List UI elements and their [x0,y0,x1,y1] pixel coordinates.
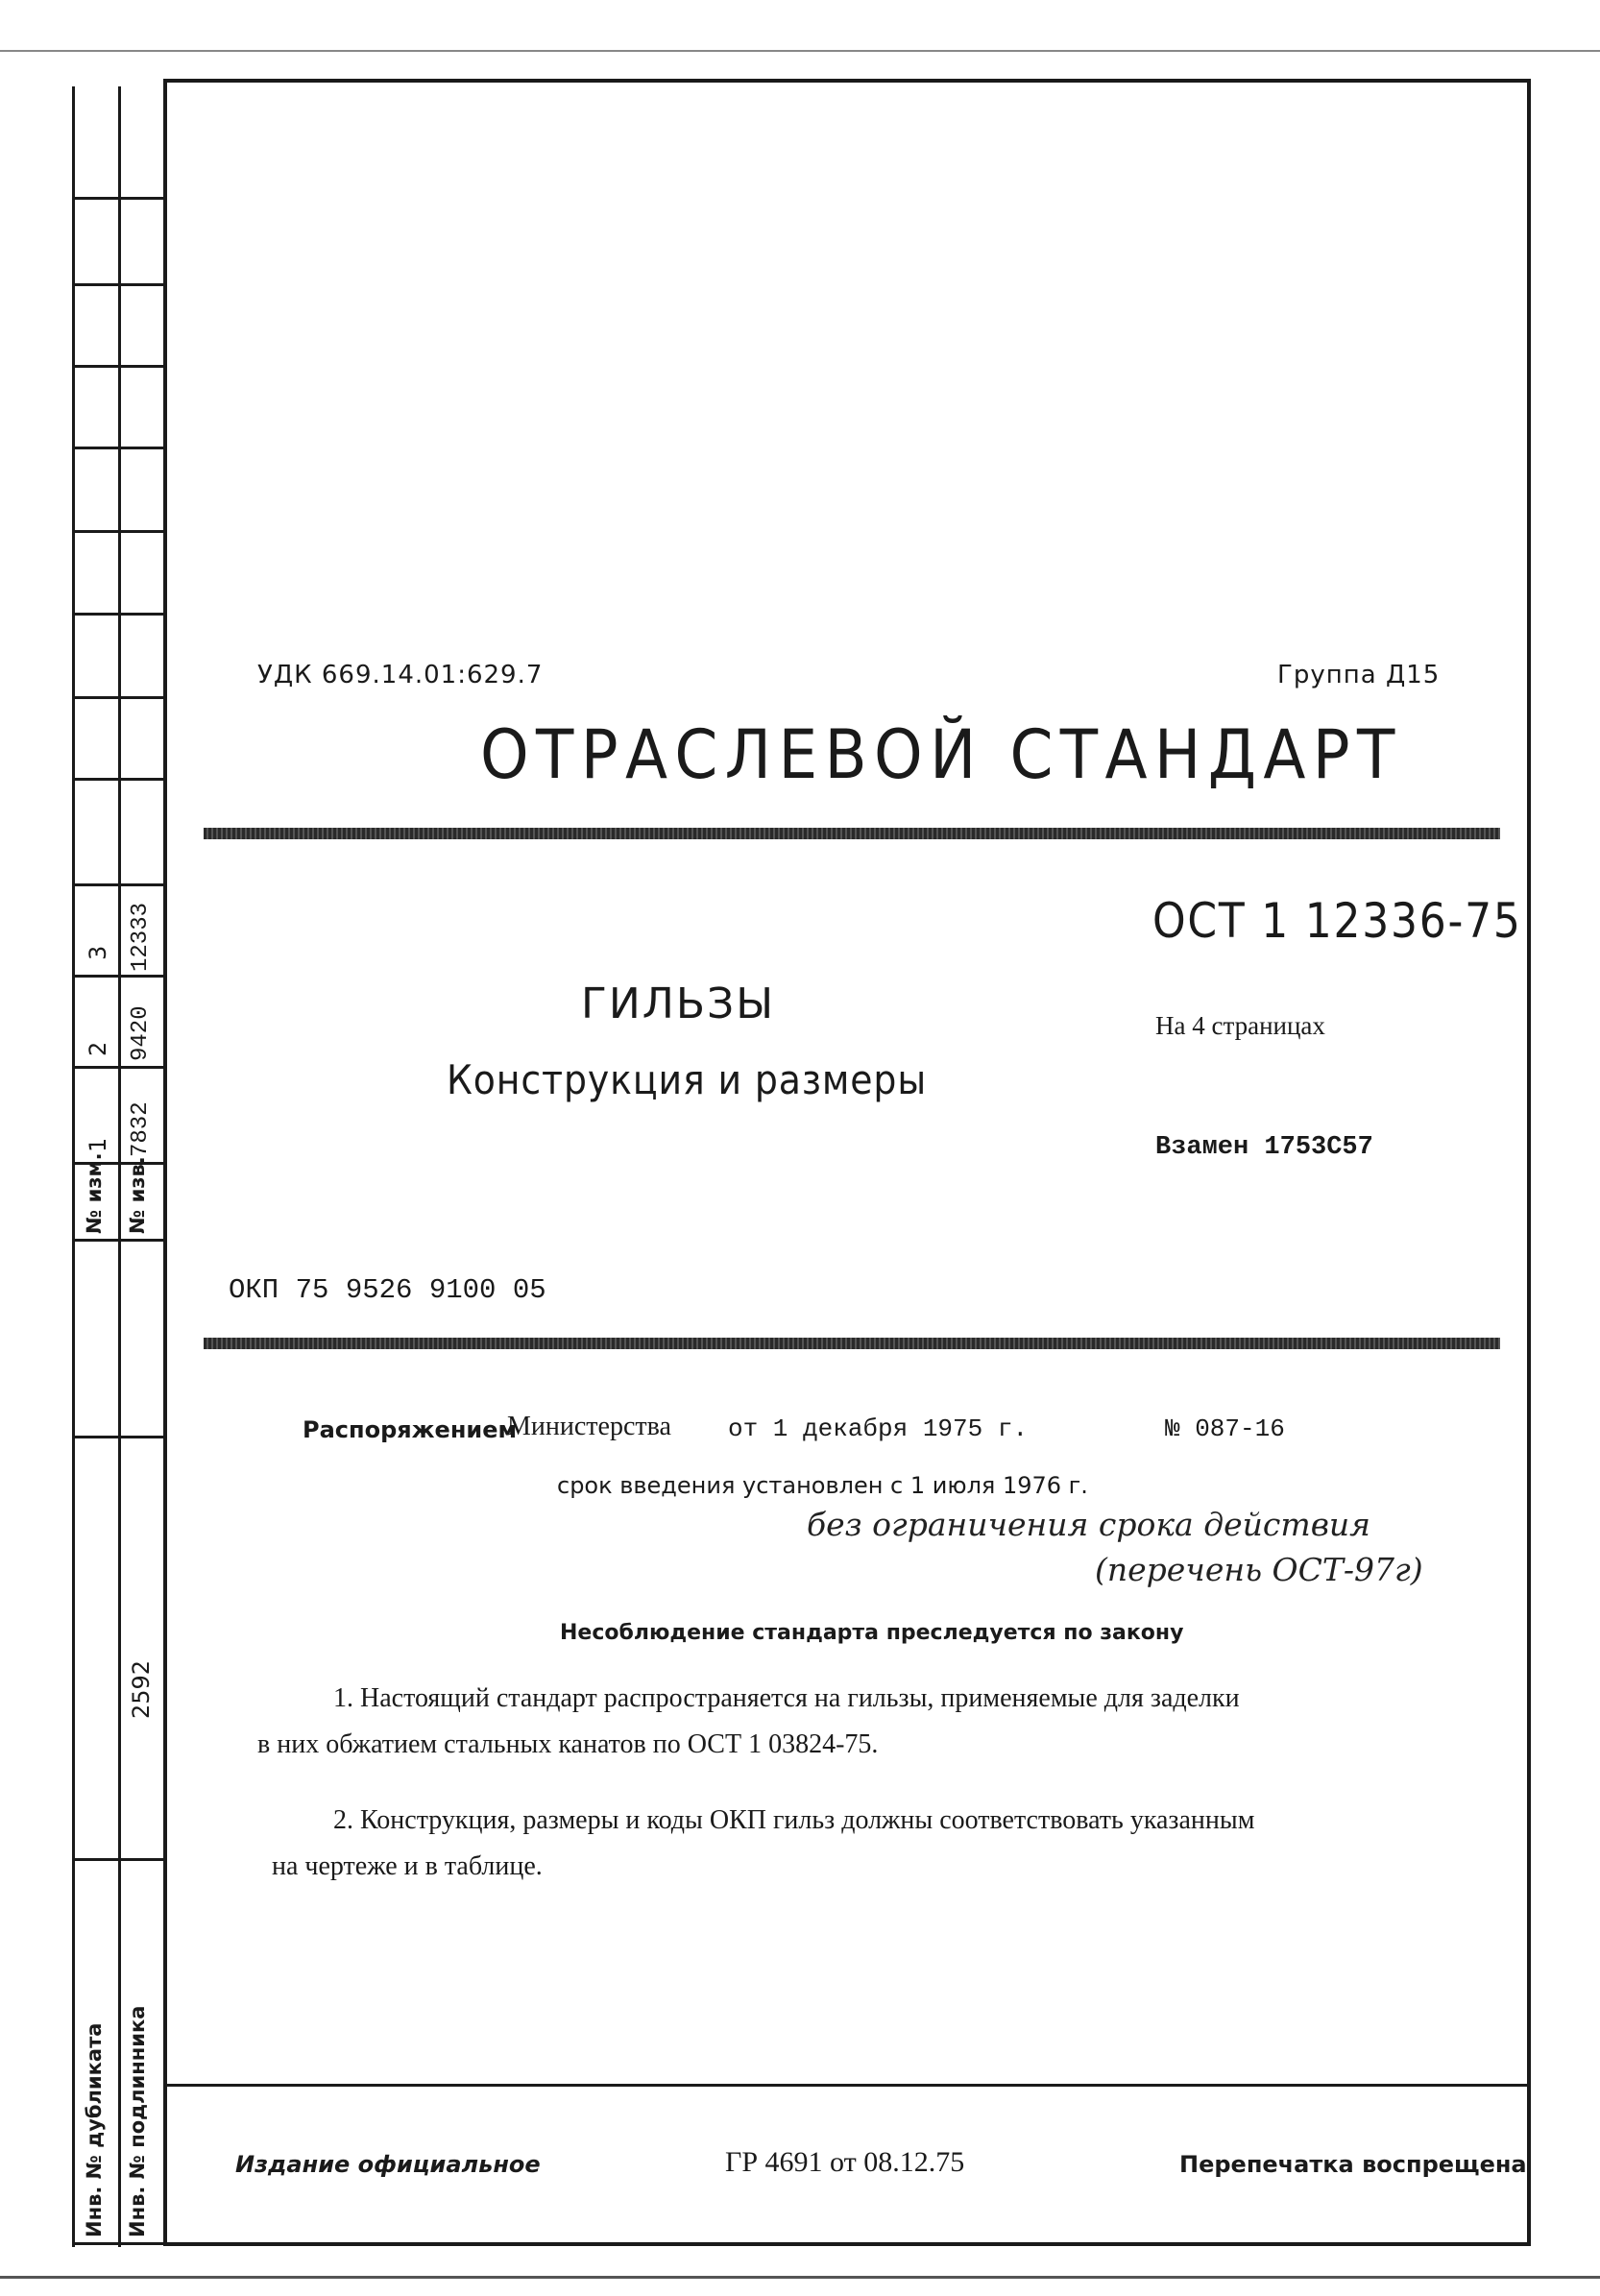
order-number: № 087-16 [1165,1414,1285,1443]
order-ministry: Министерства [507,1412,671,1441]
order-label: Распоряжением [303,1416,518,1443]
footer-rule [163,2084,1531,2087]
bottom-scan-line [0,2276,1600,2279]
paragraph-2-line-2: на чертеже и в таблице. [272,1851,543,1881]
subject-title: ГИЛЬЗЫ [581,979,776,1028]
edition-note: Издание официальное [235,2151,541,2178]
okp-rule [204,1338,1500,1349]
paragraph-1-line-2: в них обжатием стальных канатов по ОСТ 1 03824-75. [257,1729,879,1759]
document-title: ОТРАСЛЕВОЙ СТАНДАРТ [480,715,1402,794]
handwritten-note-1: без ограничения срока действия [807,1506,1371,1543]
okp-code: ОКП 75 9526 9100 05 [229,1274,546,1306]
title-rule [204,828,1500,839]
notice-no-label: № изв. [126,1156,149,1234]
change-number-1: 1 [85,1137,111,1152]
udk-code: УДК 669.14.01:629.7 [257,661,544,689]
document-frame [163,79,1531,2246]
notice-number-1: 7832 [128,1101,154,1157]
original-inv-label: Инв. № подлинника [126,2005,149,2237]
change-number-3: 3 [85,945,111,960]
replaces-note: Взамен 1753С57 [1155,1133,1373,1162]
paragraph-1-line-1: 1. Настоящий стандарт распространяется на гильзы, применяемые для заделки [333,1683,1240,1713]
top-scan-line [0,50,1600,52]
strip-column-divider [118,86,121,2247]
order-date: от 1 декабря 1975 г. [728,1414,1029,1443]
subject-subtitle: Конструкция и размеры [447,1056,928,1103]
reprint-note: Перепечатка воспрещена [1179,2151,1527,2178]
side-strip [72,86,163,2247]
gr-registration: ГР 4691 от 08.12.75 [725,2146,965,2178]
group-code: Группа Д15 [1277,661,1441,689]
paragraph-2-line-1: 2. Конструкция, размеры и коды ОКП гильз должны соответствовать указанным [333,1805,1255,1835]
handwritten-note-2: (перечень ОСТ-97г) [1095,1551,1423,1588]
effective-date: срок введения установлен с 1 июля 1976 г. [557,1472,1088,1499]
change-number-2: 2 [85,1041,111,1056]
standard-number: ОСТ 1 12336-75 [1152,893,1522,949]
page-count: На 4 страницах [1155,1011,1325,1040]
change-no-label: № изм. [83,1152,106,1234]
notice-number-2: 9420 [128,1005,154,1061]
duplicate-inv-label: Инв. № дубликата [83,2022,106,2237]
original-inv-value: 2592 [128,1659,155,1719]
notice-number-3: 12333 [128,902,154,972]
law-notice: Несоблюдение стандарта преследуется по закону [560,1621,1184,1645]
